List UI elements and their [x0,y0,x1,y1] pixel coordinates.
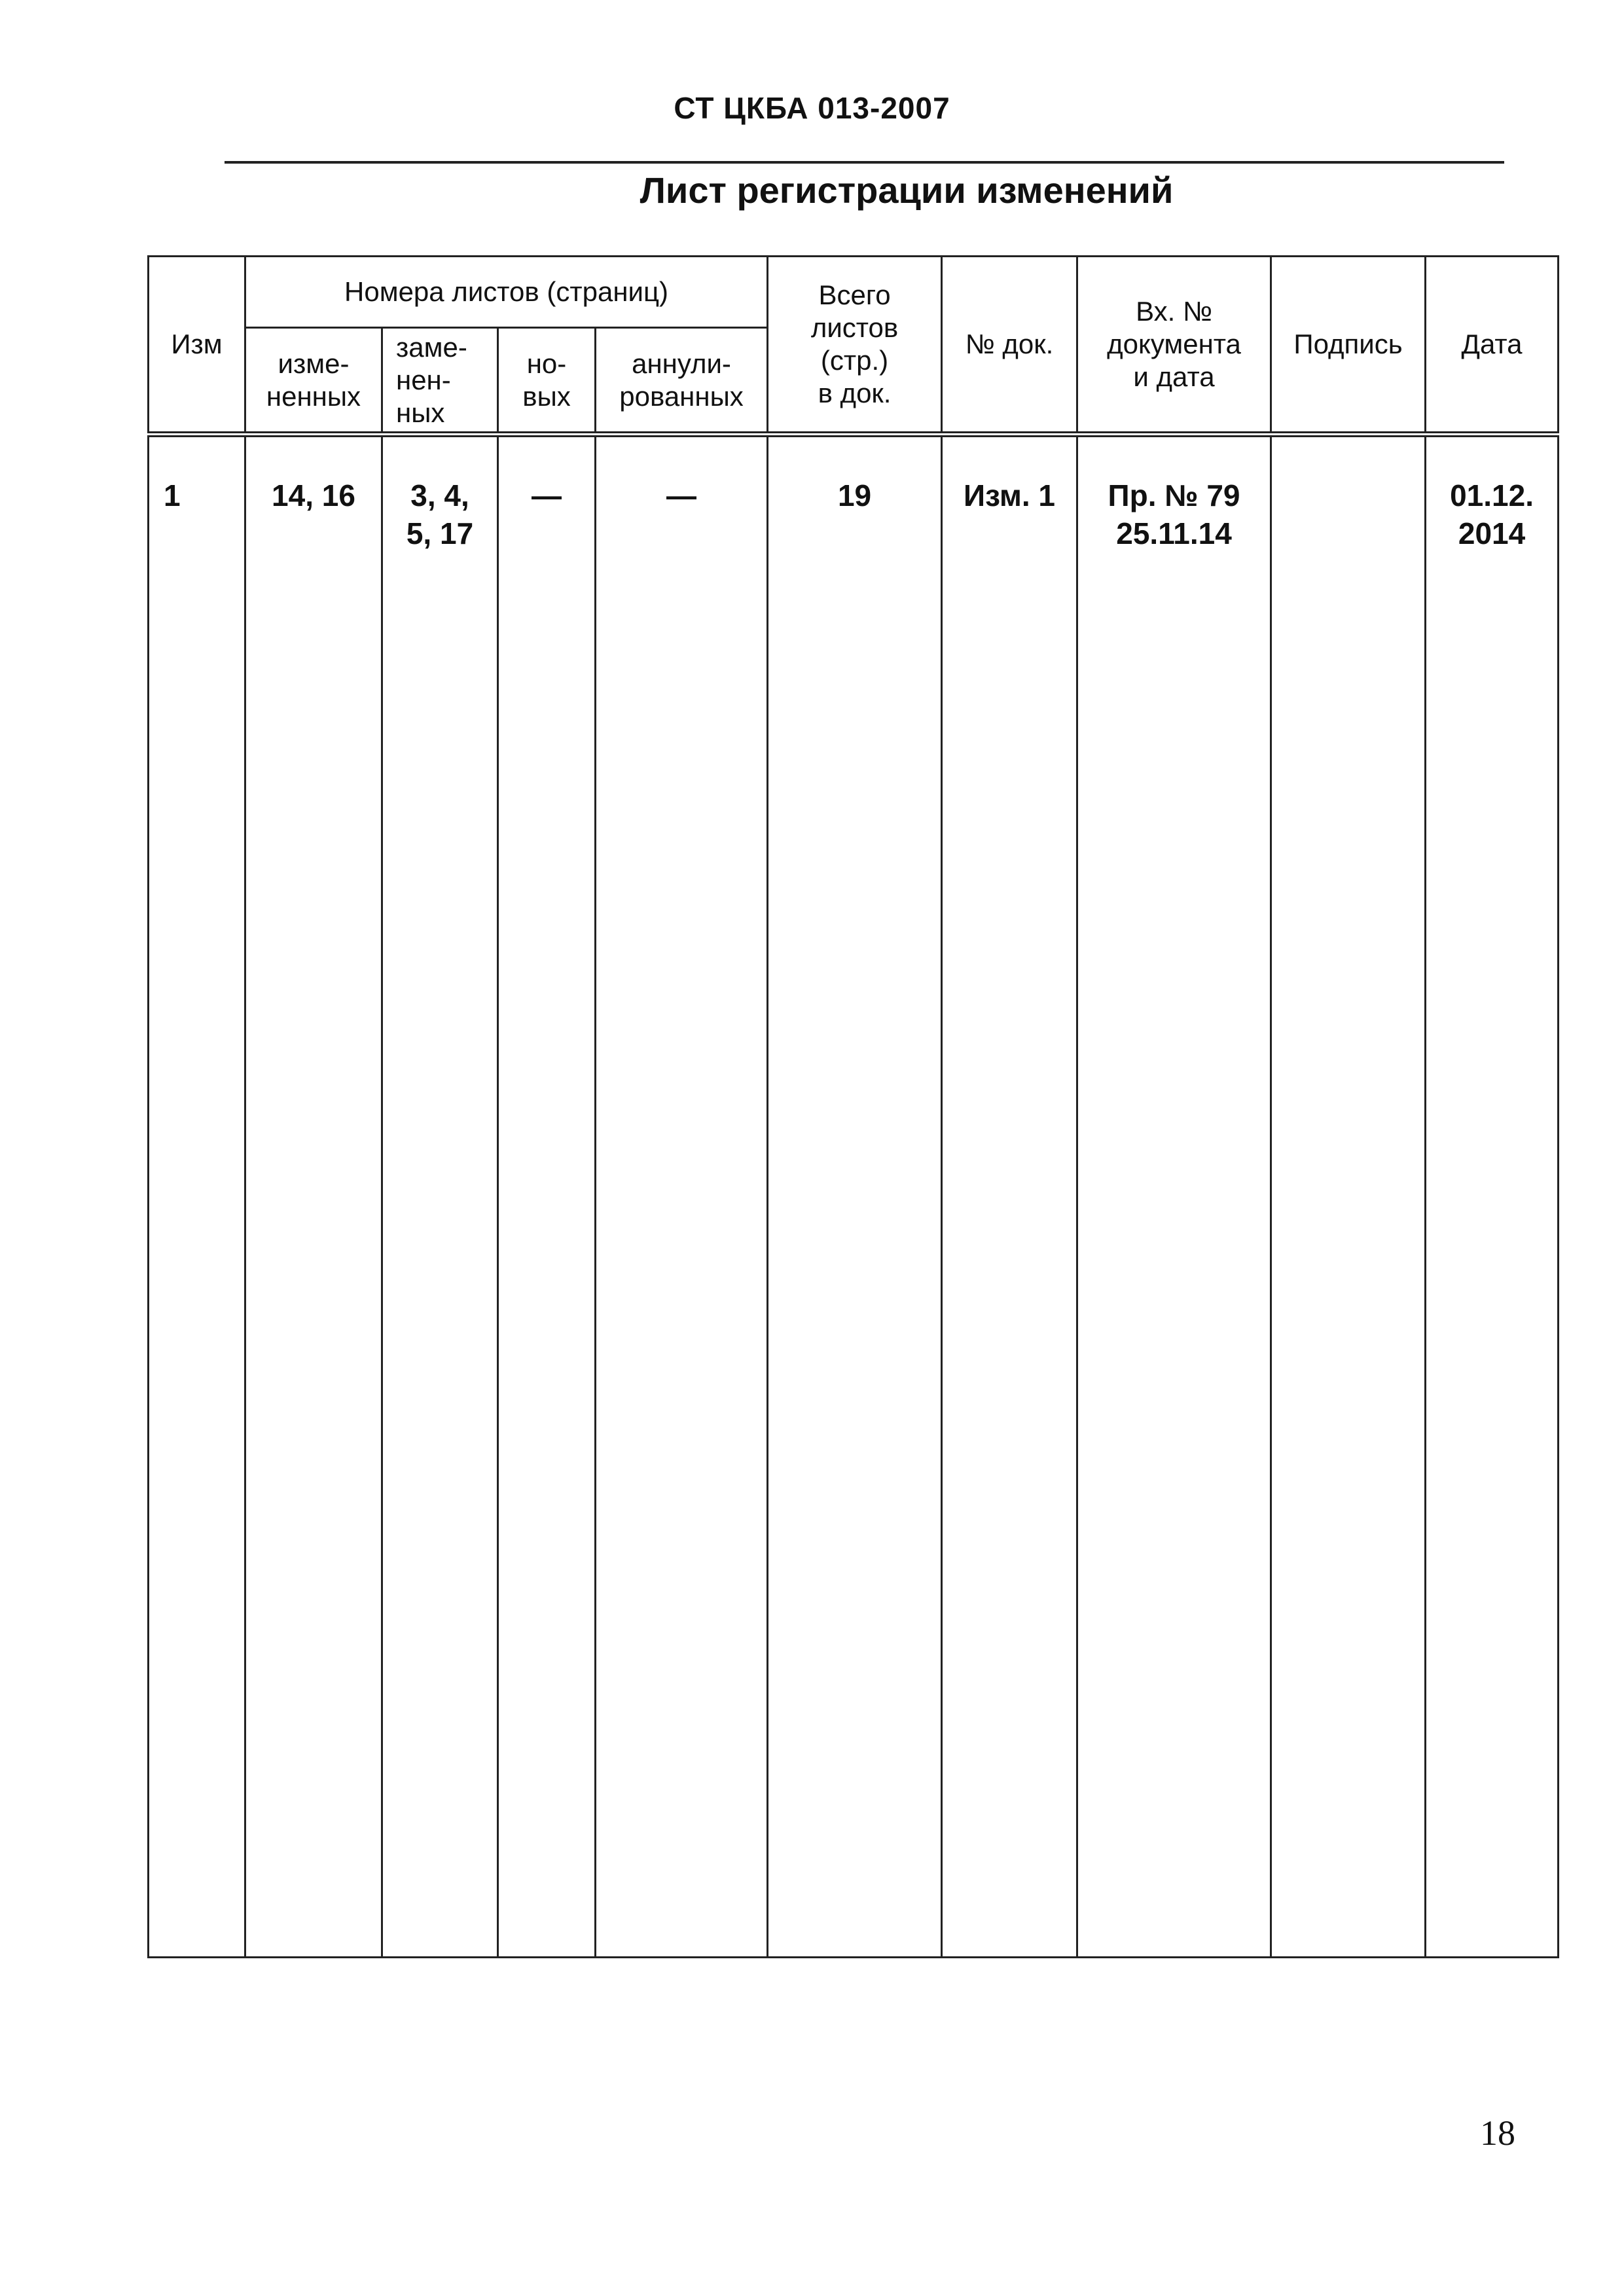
document-code: СТ ЦКБА 013-2007 [674,91,950,125]
cell-replaced: 3, 4, 5, 17 [382,435,498,1958]
header-annulled: аннули- рованных [596,328,768,435]
header-changed: изме- ненных [245,328,382,435]
cell-incoming-doc: Пр. № 79 25.11.14 [1077,435,1271,1958]
page-number: 18 [1480,2113,1515,2153]
change-registration-table [147,255,1559,1958]
header-replaced: заме- нен- ных [382,328,498,435]
cell-izm: 1 [149,435,245,1958]
header-incoming-doc: Вх. № документа и дата [1077,257,1271,435]
table-row [149,435,1559,1958]
cell-signature [1271,435,1426,1958]
cell-changed: 14, 16 [245,435,382,1958]
header-sheet-numbers: Номера листов (страниц) [245,257,768,328]
header-date: Дата [1426,257,1559,435]
header-doc-no: № док. [942,257,1077,435]
cell-new: — [498,435,596,1958]
cell-annulled: — [596,435,768,1958]
cell-total-sheets: 19 [768,435,942,1958]
header-rule [225,161,1504,164]
page-title: Лист регистрации изменений [640,170,1174,211]
cell-doc-no: Изм. 1 [942,435,1077,1958]
header-izm: Изм [149,257,245,435]
header-new: но- вых [498,328,596,435]
cell-date: 01.12. 2014 [1426,435,1559,1958]
header-total-sheets: Всего листов (стр.) в док. [768,257,942,435]
header-signature: Подпись [1271,257,1426,435]
